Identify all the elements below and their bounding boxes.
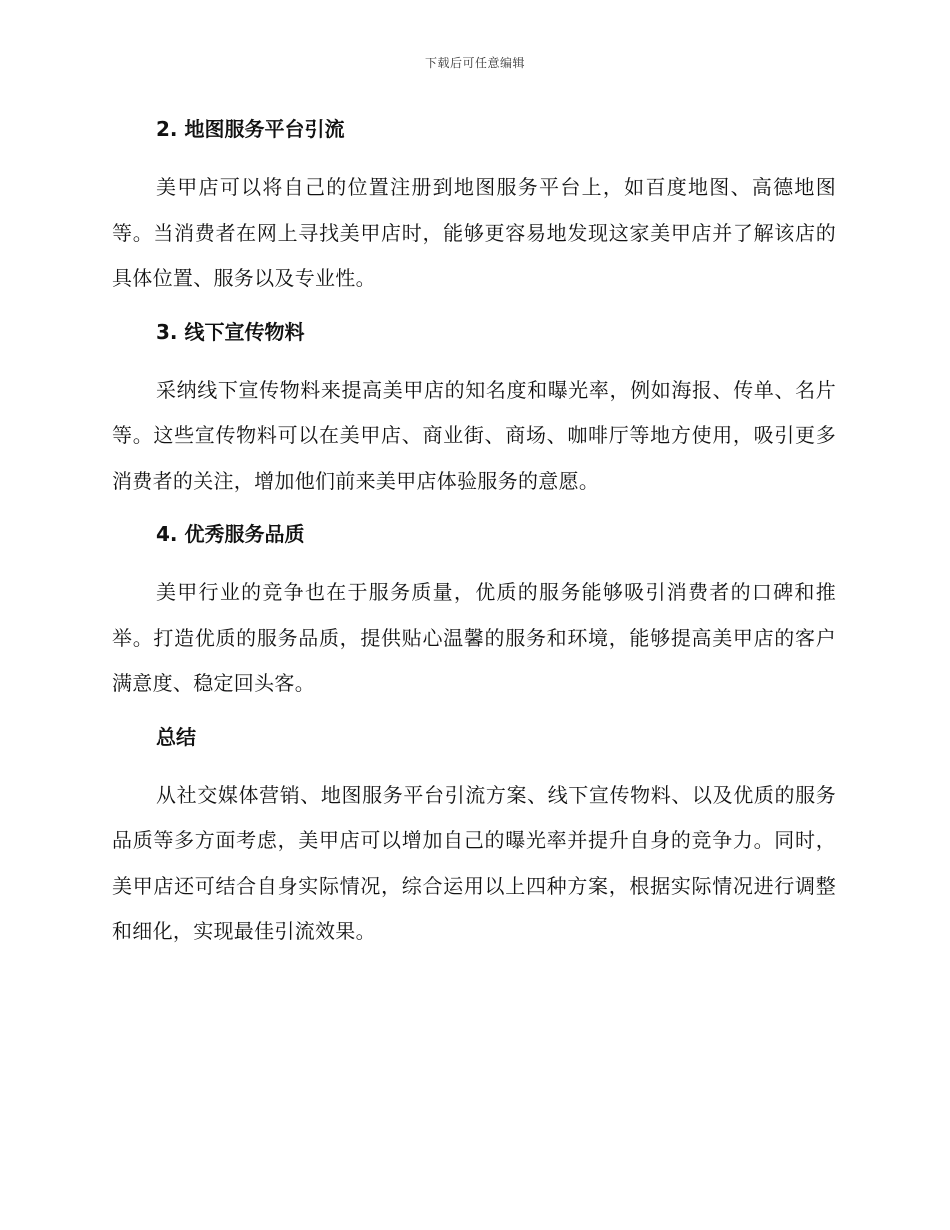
section-service-quality [112,517,836,707]
section-heading: 4. 优秀服务品质 [156,522,305,546]
section-heading: 2. 地图服务平台引流 [156,117,345,141]
section-heading: 总结 [156,724,196,749]
document-content [112,112,836,968]
section-paragraph: 采纳线下宣传物料来提高美甲店的知名度和曝光率，例如海报、传单、名片等。这些宣传物料可以在美甲店、商业街、商场、咖啡厅等地方使用，吸引更多消费者的关注，增加他们前来美甲店体验服务的意愿。 [112,377,836,493]
section-paragraph: 美甲店可以将自己的位置注册到地图服务平台上，如百度地图、高德地图等。当消费者在网上寻找美甲店时，能够更容易地发现这家美甲店并了解该店的具体位置、服务以及专业性。 [112,175,836,290]
page-header-note: 下载后可任意编辑 [424,56,525,70]
section-paragraph: 从社交媒体营销、地图服务平台引流方案、线下宣传物料、以及优质的服务品质等多方面考虑，美甲店可以增加自己的曝光率并提升自身的竞争力。同时，美甲店还可结合自身实际情况，综合运用以上四种方案，根据实际情况进行调整和细化，实现最佳引流效果。 [112,782,836,943]
section-map-platform [112,112,836,302]
section-summary [112,720,836,955]
section-paragraph: 美甲行业的竞争也在于服务质量，优质的服务能够吸引消费者的口碑和推举。打造优质的服务品质，提供贴心温馨的服务和环境，能够提高美甲店的客户满意度、稳定回头客。 [112,580,836,695]
section-heading: 3. 线下宣传物料 [156,319,305,344]
section-offline-materials [112,315,836,505]
